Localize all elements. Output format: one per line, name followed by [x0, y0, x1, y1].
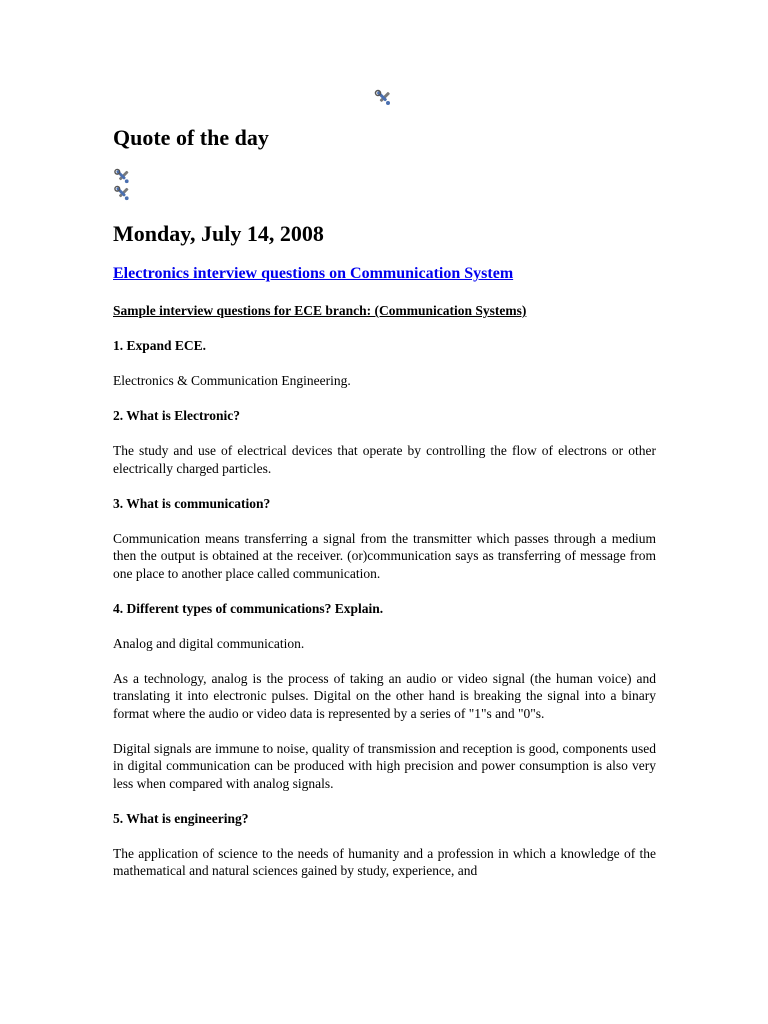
tools-icon: [113, 168, 131, 185]
post-body: [113, 302, 656, 897]
post-date-heading: Monday, July 14, 2008: [113, 221, 324, 246]
post-title-link[interactable]: Electronics interview questions on Communication System: [113, 265, 514, 282]
question-1: 1. Expand ECE.: [113, 338, 207, 353]
question-4: 4. Different types of communications? Explain.: [113, 600, 384, 616]
tools-icon: [113, 185, 131, 202]
question-3: 3. What is communication?: [113, 495, 271, 511]
answer-4-part-3: Digital signals are immune to noise, quality of transmission and reception is good, components used in digital communication can be produced with high precision and power consumption is also very less when compared with analog signals.: [113, 740, 656, 791]
tools-icon: [374, 89, 392, 107]
answer-2: The study and use of electrical devices that operate by controlling the flow of electrons or other electrically charged particles.: [113, 443, 656, 476]
post-subheading: Sample interview questions for ECE branch: (Communication Systems): [113, 303, 527, 318]
icon-stack: [113, 168, 131, 202]
answer-1: Electronics & Communication Engineering.: [113, 373, 351, 388]
answer-5: The application of science to the needs of humanity and a profession in which a knowledge of the mathematical and natural sciences gained by study, experience, and: [113, 845, 656, 878]
answer-4-part-2: As a technology, analog is the process of taking an audio or video signal (the human voice) and translating it into electronic pulses. Digital on the other hand is breaking the signal into a binary format where the audio or video data is represented by a series of "1"s and "0"s.: [113, 670, 656, 721]
question-5: 5. What is engineering?: [113, 810, 249, 826]
question-2: 2. What is Electronic?: [113, 408, 240, 423]
answer-4-part-1: Analog and digital communication.: [113, 635, 305, 651]
answer-3: Communication means transferring a signal from the transmitter which passes through a medium then the output is obtained at the receiver. (or)communication says as transferring of message from one place to another place called communication.: [113, 530, 656, 581]
quote-of-the-day-heading: Quote of the day: [113, 125, 269, 150]
